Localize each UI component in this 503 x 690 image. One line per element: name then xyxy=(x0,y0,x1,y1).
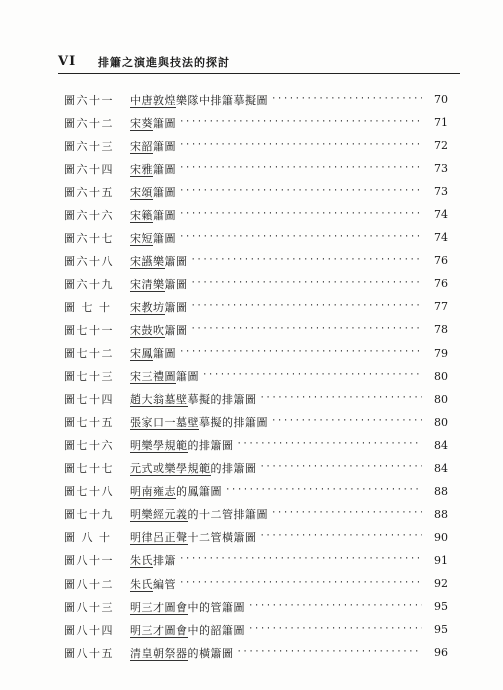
figure-title-rest: 簫圖 xyxy=(176,370,199,384)
figure-entry xyxy=(64,249,448,272)
figure-entry xyxy=(64,457,448,480)
figure-title-rest: 簫圖 xyxy=(153,139,176,153)
figure-title xyxy=(130,599,245,615)
figure-title-underlined: 明律呂正聲 xyxy=(130,531,188,545)
figure-title xyxy=(130,184,176,200)
figure-title xyxy=(130,138,176,154)
figure-title xyxy=(130,345,176,361)
figure-title-underlined: 宋讌樂 xyxy=(130,254,165,268)
figure-title xyxy=(130,276,188,292)
figure-title-rest: 簫圖 xyxy=(164,277,188,291)
figure-page-number: 74 xyxy=(434,208,448,222)
figure-title-underlined: 宋雅 xyxy=(130,162,153,176)
figure-title-rest: 十二管橫簫圖 xyxy=(187,531,257,545)
figure-page-number: 73 xyxy=(434,185,448,199)
figure-page-number: 88 xyxy=(434,507,448,521)
figure-list xyxy=(64,88,448,664)
figure-title xyxy=(130,576,176,592)
figure-title xyxy=(130,483,222,499)
figure-label: 圖八十四 xyxy=(64,623,114,637)
figure-page-number: 73 xyxy=(434,162,448,176)
figure-entry xyxy=(64,595,448,618)
figure-title xyxy=(130,529,257,545)
figure-title-underlined: 中唐敦煌 xyxy=(130,93,176,107)
figure-entry xyxy=(64,388,448,411)
figure-title xyxy=(130,299,188,315)
dot-leader xyxy=(179,117,422,127)
dot-leader xyxy=(179,140,422,150)
figure-label: 圖六十八 xyxy=(64,254,114,268)
figure-title-rest: 編管 xyxy=(153,577,176,591)
figure-label: 圖六十三 xyxy=(64,139,114,153)
figure-label: 圖七十四 xyxy=(64,393,114,407)
figure-page-number: 92 xyxy=(434,577,448,590)
dot-leader xyxy=(191,278,423,288)
dot-leader xyxy=(248,601,422,611)
figure-page-number: 74 xyxy=(434,231,448,245)
figure-title-underlined: 明樂經元義 xyxy=(130,508,188,522)
dot-leader xyxy=(260,393,423,403)
figure-page-number: 84 xyxy=(434,438,448,452)
dot-leader xyxy=(191,255,423,265)
dot-leader xyxy=(179,554,422,564)
figure-label: 圖七十七 xyxy=(64,462,114,476)
figure-page-number: 76 xyxy=(434,277,448,291)
figure-title-underlined: 明三才圖會 xyxy=(130,623,188,637)
figure-title xyxy=(130,368,199,384)
figure-title-underlined: 宋教坊 xyxy=(130,300,165,314)
figure-label: 圖六十六 xyxy=(64,208,114,222)
figure-title xyxy=(130,506,268,522)
figure-title-rest: 的排簫圖 xyxy=(187,439,234,453)
figure-title-underlined: 趙大翁墓壁 xyxy=(130,393,188,407)
figure-title xyxy=(130,391,257,407)
figure-entry xyxy=(64,318,448,341)
figure-title-underlined: 宋韶 xyxy=(130,139,153,153)
figure-title-rest: 簫圖 xyxy=(153,162,176,176)
figure-page-number: 96 xyxy=(434,646,448,660)
figure-entry xyxy=(64,480,448,503)
figure-title-underlined: 宋清樂 xyxy=(130,277,165,291)
figure-title-underlined: 宋葵 xyxy=(130,116,153,130)
figure-title xyxy=(130,230,176,246)
figure-entry xyxy=(64,157,448,180)
dot-leader xyxy=(248,624,422,634)
figure-entry xyxy=(64,526,448,549)
figure-title xyxy=(130,322,188,338)
dot-leader xyxy=(271,416,422,426)
figure-title-underlined: 宋頌 xyxy=(130,185,153,199)
dot-leader xyxy=(191,301,423,311)
figure-entry xyxy=(64,618,448,641)
figure-entry xyxy=(64,111,448,134)
figure-title xyxy=(130,460,257,476)
figure-label: 圖七十三 xyxy=(64,370,114,384)
figure-label: 圖七十九 xyxy=(64,508,114,522)
figure-page-number: 70 xyxy=(434,93,448,107)
figure-title xyxy=(130,115,176,131)
figure-title xyxy=(130,414,268,430)
figure-title xyxy=(130,161,176,177)
figure-entry xyxy=(64,641,448,664)
figure-entry xyxy=(64,365,448,388)
figure-label: 圖 七 十 xyxy=(64,300,112,314)
header-title: 排簫之演進與技法的探討 xyxy=(98,56,230,69)
figure-title-underlined: 張家口一墓壁 xyxy=(130,416,199,430)
dot-leader xyxy=(179,209,422,219)
figure-title-rest: 簫圖 xyxy=(153,208,176,222)
figure-title-underlined: 清皇朝祭器 xyxy=(130,646,188,660)
figure-title-underlined: 宋短 xyxy=(130,231,153,245)
figure-label: 圖六十七 xyxy=(64,231,114,245)
figure-page-number: 78 xyxy=(434,323,448,337)
dot-leader xyxy=(179,186,422,196)
figure-label: 圖八十三 xyxy=(64,600,114,614)
figure-title-rest: 簫圖 xyxy=(164,254,188,268)
figure-title-rest: 中的管簫圖 xyxy=(187,600,245,614)
figure-label: 圖七十五 xyxy=(64,416,114,430)
figure-title-rest: 簫圖 xyxy=(153,231,176,245)
figure-page-number: 84 xyxy=(434,461,448,475)
figure-title-rest: 摹擬的排簫圖 xyxy=(199,416,268,430)
figure-entry xyxy=(64,226,448,249)
figure-label: 圖七十二 xyxy=(64,347,114,361)
dot-leader xyxy=(225,485,422,495)
running-header xyxy=(58,52,460,74)
figure-title-underlined: 宋籟 xyxy=(130,208,153,222)
figure-title xyxy=(130,253,188,269)
figure-title-rest: 的十二管排簫圖 xyxy=(187,508,268,522)
figure-title-underlined: 元式或樂學規範 xyxy=(130,462,211,476)
figure-label: 圖八十五 xyxy=(64,646,114,660)
dot-leader xyxy=(260,531,423,541)
figure-title-underlined: 宋鼓吹 xyxy=(130,323,165,337)
figure-title-rest: 排簫 xyxy=(153,554,176,568)
figure-entry xyxy=(64,549,448,572)
figure-page-number: 79 xyxy=(434,346,448,360)
figure-title xyxy=(130,645,234,661)
figure-page-number: 80 xyxy=(434,369,448,383)
figure-page-number: 72 xyxy=(434,139,448,153)
figure-label: 圖六十四 xyxy=(64,162,114,176)
dot-leader xyxy=(271,94,422,104)
figure-title-rest: 簫圖 xyxy=(153,185,176,199)
figure-entry xyxy=(64,88,448,111)
figure-title-rest: 的橫簫圖 xyxy=(187,646,234,660)
figure-title-rest: 簫圖 xyxy=(153,347,176,361)
dot-leader xyxy=(179,163,422,173)
figure-label: 圖六十五 xyxy=(64,185,114,199)
header-rule xyxy=(58,73,460,74)
figure-title xyxy=(130,552,176,568)
figure-page-number: 80 xyxy=(434,392,448,406)
figure-title-rest: 簫圖 xyxy=(164,300,188,314)
figure-label: 圖七十八 xyxy=(64,485,114,499)
figure-page-number: 95 xyxy=(434,623,448,637)
figure-label: 圖六十二 xyxy=(64,116,114,130)
figure-label: 圖六十一 xyxy=(64,93,114,107)
dot-leader xyxy=(202,370,422,380)
figure-page-number: 76 xyxy=(434,254,448,268)
figure-title-rest: 摹擬的排簫圖 xyxy=(187,393,257,407)
figure-title-rest: 的排簫圖 xyxy=(210,462,257,476)
figure-title xyxy=(130,437,234,453)
figure-page-number: 95 xyxy=(434,600,448,614)
figure-title-underlined: 朱氏 xyxy=(130,577,153,591)
figure-title-underlined: 宋鳳 xyxy=(130,347,153,361)
figure-entry xyxy=(64,272,448,295)
figure-title-rest: 樂隊中排簫摹擬圖 xyxy=(176,93,268,107)
figure-title xyxy=(130,92,268,108)
figure-title-underlined: 明三才圖會 xyxy=(130,600,188,614)
figure-label: 圖八十二 xyxy=(64,577,114,591)
figure-title-underlined: 明樂學規範 xyxy=(130,439,188,453)
figure-page-number: 88 xyxy=(434,484,448,498)
figure-title-rest: 簫圖 xyxy=(164,323,188,337)
figure-title-underlined: 朱氏 xyxy=(130,554,153,568)
dot-leader xyxy=(260,462,423,472)
dot-leader xyxy=(237,439,423,449)
figure-title-rest: 簫圖 xyxy=(153,116,176,130)
figure-entry xyxy=(64,411,448,434)
figure-page-number: 90 xyxy=(434,530,448,544)
dot-leader xyxy=(179,578,422,588)
dot-leader xyxy=(271,508,422,518)
figure-entry xyxy=(64,572,448,595)
figure-title-underlined: 明南雍志 xyxy=(130,485,176,499)
figure-title-underlined: 宋三禮圖 xyxy=(130,370,176,384)
dot-leader xyxy=(191,324,423,334)
figure-entry xyxy=(64,203,448,226)
dot-leader xyxy=(237,647,423,657)
figure-label: 圖 八 十 xyxy=(64,531,112,545)
figure-entry xyxy=(64,434,448,457)
header-page-number: VI xyxy=(58,54,77,69)
figure-entry xyxy=(64,503,448,526)
figure-title xyxy=(130,207,176,223)
figure-page-number: 71 xyxy=(434,116,448,130)
figure-label: 圖六十九 xyxy=(64,277,114,291)
figure-label: 圖七十六 xyxy=(64,439,114,453)
figure-label: 圖八十一 xyxy=(64,554,114,568)
figure-title-rest: 的鳳簫圖 xyxy=(176,485,222,499)
figure-entry xyxy=(64,342,448,365)
figure-entry xyxy=(64,180,448,203)
dot-leader xyxy=(179,232,422,242)
figure-title xyxy=(130,622,245,638)
figure-label: 圖七十一 xyxy=(64,323,114,337)
figure-page-number: 80 xyxy=(434,415,448,429)
figure-entry xyxy=(64,295,448,318)
figure-entry xyxy=(64,134,448,157)
figure-title-rest: 中的韶簫圖 xyxy=(187,623,245,637)
dot-leader xyxy=(179,347,422,357)
figure-page-number: 91 xyxy=(434,553,448,567)
figure-page-number: 77 xyxy=(434,300,448,314)
